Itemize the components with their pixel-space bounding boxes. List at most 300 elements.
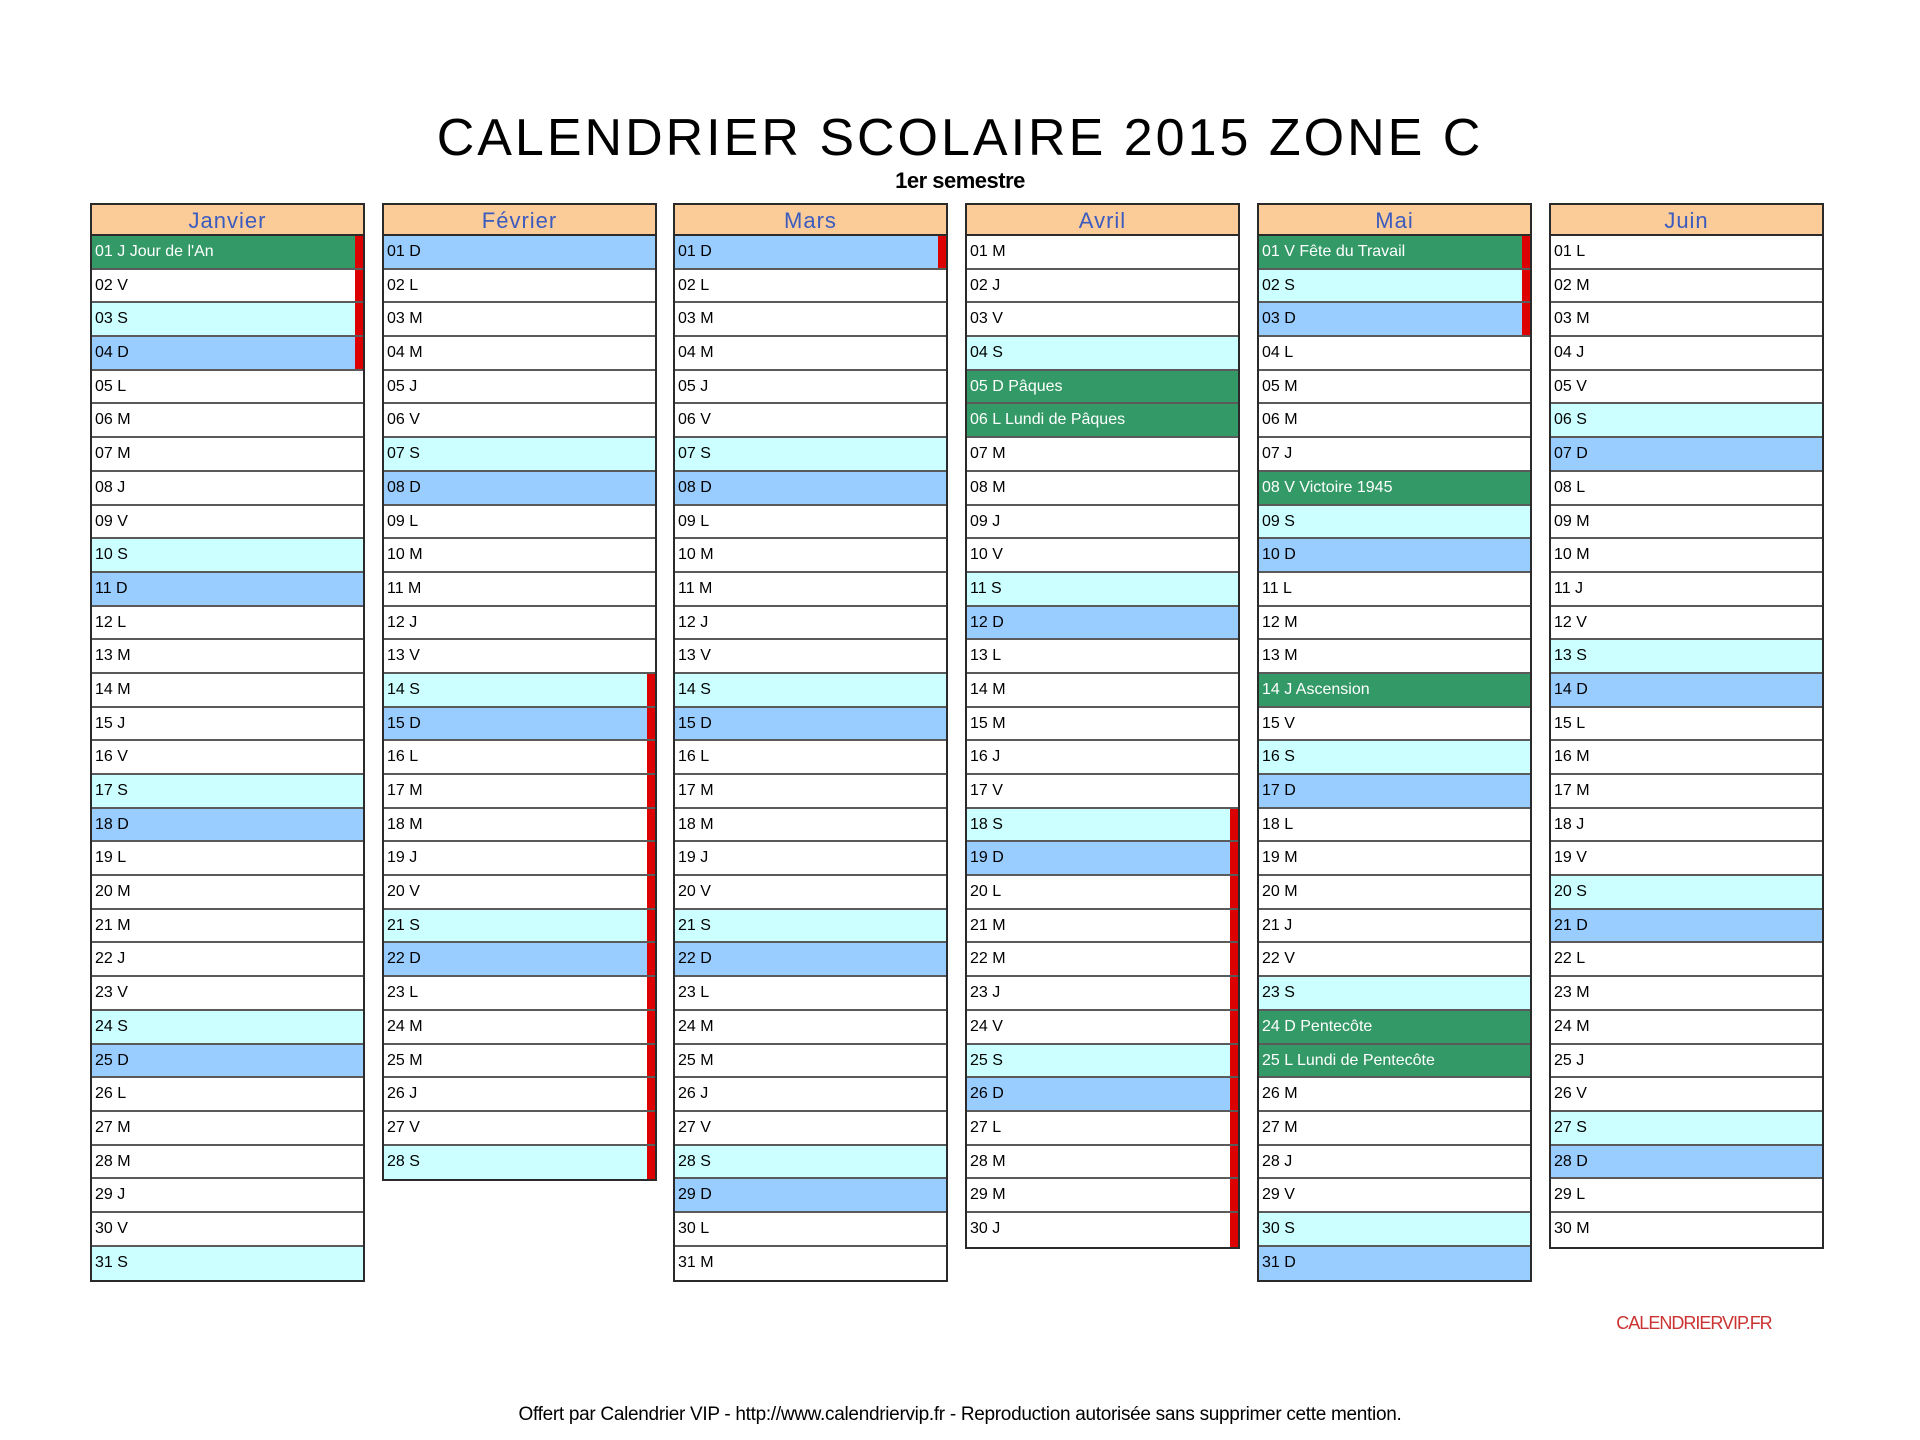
day-row [92, 1247, 363, 1281]
day-label: 16 V [95, 748, 128, 766]
day-row [967, 472, 1238, 506]
day-row [92, 674, 363, 708]
day-row [675, 371, 946, 405]
day-label: 09 J [970, 512, 1001, 530]
month-header: Janvier [92, 205, 363, 236]
day-row [967, 1146, 1238, 1180]
day-label: 03 S [95, 310, 128, 328]
day-row [1551, 270, 1822, 304]
vacation-marker [647, 809, 655, 841]
day-label: 14 S [387, 680, 420, 698]
day-row [675, 876, 946, 910]
day-label: 13 V [387, 647, 420, 665]
day-row [1551, 1146, 1822, 1180]
month-header: Février [384, 205, 655, 236]
day-row [1551, 1045, 1822, 1079]
day-row [1259, 303, 1530, 337]
vacation-marker [647, 1078, 655, 1110]
day-list [675, 236, 946, 1280]
day-row [1259, 270, 1530, 304]
month-header: Mars [675, 205, 946, 236]
day-label: 25 M [678, 1051, 714, 1069]
day-label: 17 M [678, 782, 714, 799]
day-label: 28 S [678, 1152, 711, 1170]
day-row [675, 337, 946, 371]
day-label: 28 M [95, 1152, 131, 1170]
day-label: 02 M [1554, 276, 1590, 294]
holiday-day-row [1259, 674, 1530, 708]
day-row [1259, 506, 1530, 540]
day-label: 28 M [970, 1152, 1006, 1170]
day-label: 14 S [678, 680, 711, 698]
month-column [90, 203, 365, 1282]
day-row [967, 1213, 1238, 1247]
day-row [1259, 438, 1530, 472]
day-label: 16 M [1554, 748, 1590, 766]
day-row [967, 910, 1238, 944]
day-row [1259, 910, 1530, 944]
day-row [384, 741, 655, 775]
day-row [967, 438, 1238, 472]
day-row [675, 943, 946, 977]
day-row [1259, 1179, 1530, 1213]
day-label: 27 L [970, 1118, 1002, 1136]
day-row [384, 1146, 655, 1180]
day-row [1259, 1146, 1530, 1180]
day-label: 09 S [1262, 512, 1295, 530]
day-label: 13 V [678, 647, 711, 665]
day-label: 22 D [678, 950, 712, 968]
vacation-marker [647, 741, 655, 773]
day-label: 13 L [970, 647, 1002, 665]
day-label: 11 M [387, 579, 422, 597]
day-row [1259, 607, 1530, 641]
day-label: 17 D [1262, 782, 1296, 799]
day-label: 14 M [95, 680, 131, 698]
day-row [1551, 371, 1822, 405]
day-row [384, 640, 655, 674]
vacation-marker [647, 775, 655, 807]
month-header: Juin [1551, 205, 1822, 236]
day-label: 29 V [1262, 1186, 1295, 1204]
day-label: 12 D [970, 613, 1004, 631]
day-label: 10 M [678, 546, 714, 564]
day-label: 28 D [1554, 1152, 1588, 1170]
day-row [384, 270, 655, 304]
day-label: 18 J [1554, 815, 1585, 833]
day-label: 25 S [970, 1051, 1003, 1069]
day-row [1259, 977, 1530, 1011]
vacation-marker [355, 236, 363, 268]
day-list [384, 236, 655, 1179]
day-row [1551, 977, 1822, 1011]
day-row [92, 539, 363, 573]
day-row [384, 708, 655, 742]
day-row [384, 674, 655, 708]
day-label: 09 L [678, 512, 710, 530]
day-label: 19 J [678, 849, 709, 867]
day-row [967, 809, 1238, 843]
page-title: CALENDRIER SCOLAIRE 2015 ZONE C [436, 109, 1484, 167]
day-row [92, 607, 363, 641]
day-row [1551, 674, 1822, 708]
day-row [675, 1112, 946, 1146]
day-row [384, 876, 655, 910]
day-row [967, 539, 1238, 573]
day-label: 20 V [678, 883, 711, 901]
month-header: Mai [1259, 205, 1530, 236]
day-label: 12 J [678, 613, 709, 631]
day-label: 20 M [1262, 883, 1298, 901]
day-label: 08 L [1554, 478, 1586, 496]
day-label: 12 M [1262, 613, 1298, 631]
day-label: 04 M [678, 344, 714, 362]
day-row [967, 1011, 1238, 1045]
day-row [92, 1112, 363, 1146]
day-row [675, 977, 946, 1011]
holiday-day-row [1259, 236, 1530, 270]
day-label: 26 V [1554, 1085, 1587, 1103]
day-label: 26 J [387, 1085, 418, 1103]
day-label: 25 D [95, 1051, 129, 1069]
day-label: 29 L [1554, 1186, 1586, 1204]
day-label: 30 M [1554, 1219, 1590, 1237]
day-label: 10 M [387, 546, 423, 564]
day-label: 27 S [1554, 1118, 1587, 1136]
day-label: 19 V [1554, 849, 1587, 867]
day-label: 05 J [678, 377, 709, 395]
day-row [92, 1213, 363, 1247]
day-row [1551, 472, 1822, 506]
day-row [675, 1011, 946, 1045]
day-row [1259, 539, 1530, 573]
day-row [675, 809, 946, 843]
day-label: 19 J [387, 849, 418, 867]
day-row [384, 337, 655, 371]
vacation-marker [647, 943, 655, 975]
day-row [384, 977, 655, 1011]
day-row [675, 674, 946, 708]
day-label: 24 D Pentecôte [1262, 1017, 1373, 1035]
day-row [1259, 842, 1530, 876]
day-row [967, 1045, 1238, 1079]
day-row [1551, 640, 1822, 674]
day-label: 14 J Ascension [1262, 680, 1370, 698]
day-label: 07 S [387, 445, 420, 463]
day-label: 12 L [95, 613, 127, 631]
day-row [92, 708, 363, 742]
day-label: 20 V [387, 883, 420, 901]
day-label: 05 V [1554, 377, 1587, 395]
day-label: 04 L [1262, 344, 1294, 362]
day-row [967, 236, 1238, 270]
day-row [1551, 236, 1822, 270]
page-subtitle: 1er semestre [895, 168, 1025, 193]
vacation-marker [355, 337, 363, 369]
day-row [967, 1179, 1238, 1213]
day-row [967, 506, 1238, 540]
holiday-day-row [1259, 472, 1530, 506]
day-row [675, 1247, 946, 1281]
brand-watermark: CALENDRIERVIP.FR [1616, 1313, 1772, 1333]
vacation-marker [647, 708, 655, 740]
month-column [673, 203, 948, 1282]
day-label: 26 L [95, 1085, 127, 1103]
day-row [92, 371, 363, 405]
holiday-day-row [967, 404, 1238, 438]
day-label: 08 D [387, 478, 421, 496]
day-row [1259, 371, 1530, 405]
day-label: 06 L Lundi de Pâques [970, 411, 1126, 429]
day-row [1259, 1213, 1530, 1247]
day-label: 21 J [1262, 916, 1293, 934]
holiday-day-row [1259, 1011, 1530, 1045]
day-label: 04 M [387, 344, 423, 362]
day-row [1551, 404, 1822, 438]
day-row [92, 1078, 363, 1112]
holiday-day-row [967, 371, 1238, 405]
day-row [675, 270, 946, 304]
day-label: 03 M [387, 310, 423, 328]
day-row [967, 1112, 1238, 1146]
day-label: 31 D [1262, 1253, 1296, 1271]
day-label: 14 D [1554, 680, 1588, 698]
vacation-marker [1522, 236, 1530, 268]
day-label: 22 L [1554, 950, 1586, 968]
day-row [675, 539, 946, 573]
day-label: 24 M [387, 1017, 423, 1035]
day-row [92, 1179, 363, 1213]
day-label: 21 M [95, 916, 131, 934]
day-row [1551, 842, 1822, 876]
vacation-marker [647, 842, 655, 874]
day-row [1259, 775, 1530, 809]
day-label: 30 S [1262, 1219, 1295, 1237]
day-row [675, 607, 946, 641]
day-label: 02 L [678, 276, 710, 294]
day-row [92, 506, 363, 540]
day-row [1259, 573, 1530, 607]
day-label: 10 V [970, 546, 1003, 564]
day-label: 27 M [1262, 1118, 1298, 1136]
day-label: 25 L Lundi de Pentecôte [1262, 1051, 1435, 1069]
day-row [1551, 1011, 1822, 1045]
day-row [1551, 775, 1822, 809]
day-row [92, 270, 363, 304]
day-row [384, 842, 655, 876]
day-label: 06 V [387, 411, 420, 429]
day-row [384, 539, 655, 573]
day-label: 17 S [95, 782, 128, 799]
day-label: 22 J [95, 950, 126, 968]
day-label: 01 L [1554, 243, 1586, 260]
day-label: 27 V [678, 1118, 711, 1136]
day-label: 21 S [387, 916, 420, 934]
vacation-marker [1230, 943, 1238, 975]
day-label: 15 D [678, 714, 712, 732]
day-row [675, 236, 946, 270]
day-row [92, 472, 363, 506]
day-label: 09 M [1554, 512, 1590, 530]
day-row [384, 809, 655, 843]
day-row [675, 573, 946, 607]
day-row [384, 1045, 655, 1079]
day-label: 26 M [1262, 1085, 1298, 1103]
day-row [967, 876, 1238, 910]
day-row [1551, 1078, 1822, 1112]
day-label: 22 V [1262, 950, 1295, 968]
day-label: 07 S [678, 445, 711, 463]
day-label: 31 S [95, 1253, 128, 1271]
day-row [1551, 337, 1822, 371]
vacation-marker [1230, 1213, 1238, 1247]
day-label: 24 M [1554, 1017, 1590, 1035]
day-row [967, 943, 1238, 977]
day-row [1551, 438, 1822, 472]
day-row [92, 977, 363, 1011]
day-list [1259, 236, 1530, 1280]
vacation-marker [647, 1045, 655, 1077]
day-row [384, 438, 655, 472]
day-label: 25 J [1554, 1051, 1585, 1069]
day-row [675, 1146, 946, 1180]
day-list [1551, 236, 1822, 1247]
day-label: 27 M [95, 1118, 131, 1136]
day-row [675, 842, 946, 876]
day-label: 15 V [1262, 714, 1295, 732]
vacation-marker [647, 910, 655, 942]
day-label: 16 S [1262, 748, 1295, 766]
day-row [675, 775, 946, 809]
day-label: 09 L [387, 512, 419, 530]
day-label: 19 D [970, 849, 1004, 867]
day-row [384, 1078, 655, 1112]
holiday-day-row [1259, 1045, 1530, 1079]
month-column [382, 203, 657, 1181]
day-label: 13 M [95, 647, 131, 665]
day-label: 30 L [678, 1219, 710, 1237]
holiday-day-row [92, 236, 363, 270]
day-row [1259, 404, 1530, 438]
day-row [967, 842, 1238, 876]
day-row [675, 1179, 946, 1213]
day-row [967, 708, 1238, 742]
footer-credit: Offert par Calendrier VIP - http://www.calendriervip.fr - Reproduction autorisée sans supprimer cette mention. [518, 1404, 1402, 1425]
day-label: 26 D [970, 1085, 1004, 1103]
day-label: 23 J [970, 984, 1001, 1002]
day-label: 05 D Pâques [970, 377, 1063, 395]
day-row [1551, 708, 1822, 742]
day-label: 01 J Jour de l'An [95, 243, 214, 260]
day-label: 02 J [970, 276, 1001, 294]
day-row [92, 775, 363, 809]
vacation-marker [1230, 842, 1238, 874]
day-label: 06 V [678, 411, 711, 429]
day-row [1551, 741, 1822, 775]
day-row [967, 674, 1238, 708]
day-row [384, 236, 655, 270]
day-label: 19 L [95, 849, 127, 867]
day-label: 02 L [387, 276, 419, 294]
day-label: 20 S [1554, 883, 1587, 901]
day-label: 03 M [678, 310, 714, 328]
day-label: 30 J [970, 1219, 1001, 1237]
day-label: 22 D [387, 950, 421, 968]
day-label: 26 J [678, 1085, 709, 1103]
day-row [1259, 1112, 1530, 1146]
day-row [675, 472, 946, 506]
day-row [967, 741, 1238, 775]
day-row [92, 337, 363, 371]
vacation-marker [1230, 1112, 1238, 1144]
day-row [1551, 1112, 1822, 1146]
day-label: 19 M [1262, 849, 1298, 867]
day-row [92, 573, 363, 607]
day-row [675, 1078, 946, 1112]
day-label: 11 M [678, 579, 713, 597]
day-row [1551, 943, 1822, 977]
day-label: 21 M [970, 916, 1006, 934]
vacation-marker [647, 1146, 655, 1180]
vacation-marker [355, 303, 363, 335]
day-label: 18 S [970, 815, 1003, 833]
day-row [1551, 1213, 1822, 1247]
day-row [967, 303, 1238, 337]
day-label: 17 V [970, 782, 1003, 799]
day-label: 01 D [678, 243, 712, 260]
day-row [967, 337, 1238, 371]
month-column [1257, 203, 1532, 1282]
day-row [92, 1146, 363, 1180]
day-row [92, 741, 363, 775]
day-label: 07 M [970, 445, 1006, 463]
day-label: 18 M [678, 815, 714, 833]
day-label: 23 L [387, 984, 419, 1002]
day-label: 15 M [970, 714, 1006, 732]
day-label: 29 J [95, 1186, 126, 1204]
day-label: 02 S [1262, 276, 1295, 294]
day-label: 05 L [95, 377, 127, 395]
day-row [675, 438, 946, 472]
day-row [92, 842, 363, 876]
day-row [384, 506, 655, 540]
day-label: 18 M [387, 815, 423, 833]
day-label: 18 D [95, 815, 129, 833]
month-column [1549, 203, 1824, 1249]
day-row [1551, 809, 1822, 843]
day-label: 15 L [1554, 714, 1586, 732]
day-row [384, 910, 655, 944]
day-row [92, 876, 363, 910]
day-label: 21 D [1554, 916, 1588, 934]
vacation-marker [1230, 910, 1238, 942]
day-row [1259, 1078, 1530, 1112]
month-column [965, 203, 1240, 1249]
day-row [1551, 607, 1822, 641]
day-label: 22 M [970, 950, 1006, 968]
day-row [675, 404, 946, 438]
day-row [92, 303, 363, 337]
day-label: 08 J [95, 478, 126, 496]
day-label: 28 S [387, 1152, 420, 1170]
day-label: 04 J [1554, 344, 1585, 362]
day-row [675, 910, 946, 944]
day-row [1259, 337, 1530, 371]
day-label: 15 D [387, 714, 421, 732]
vacation-marker [1230, 1078, 1238, 1110]
day-label: 07 D [1554, 445, 1588, 463]
day-label: 04 D [95, 344, 129, 362]
